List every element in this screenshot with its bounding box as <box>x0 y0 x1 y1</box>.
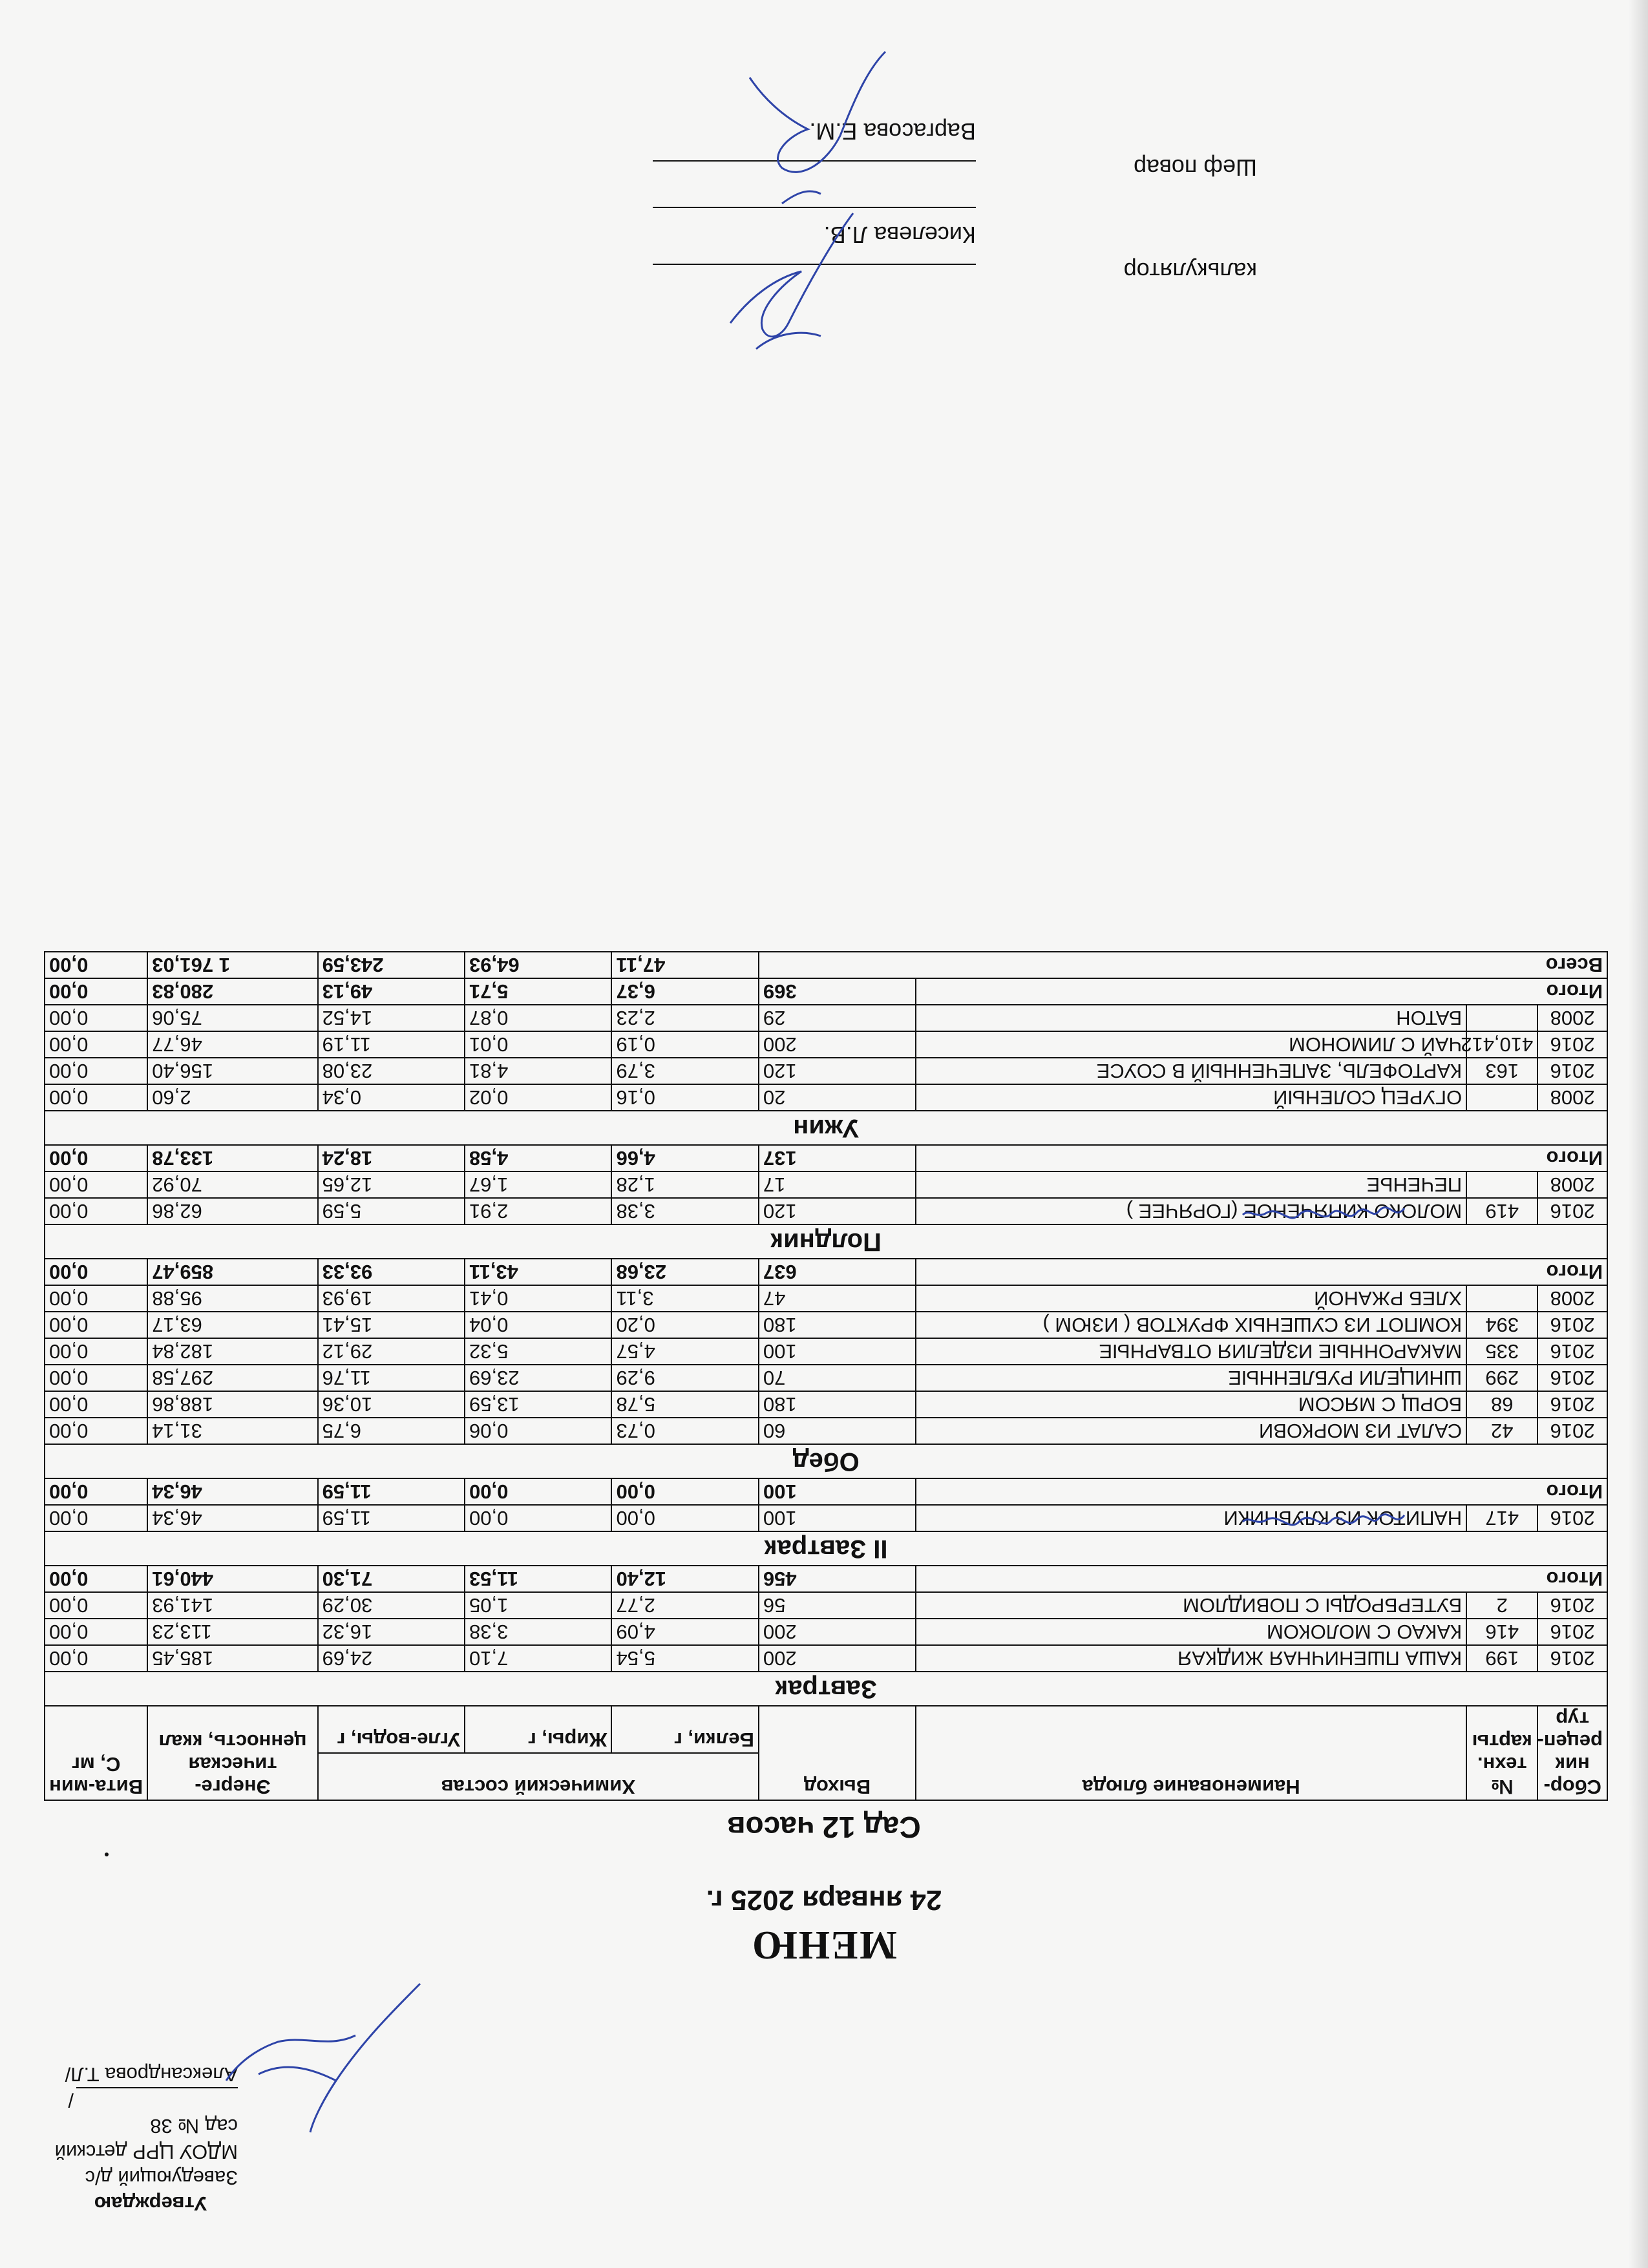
section-row <box>45 1224 1607 1259</box>
total-fat: 11,53 <box>465 1566 611 1592</box>
header-chemical-composition: Химический состав <box>318 1753 759 1800</box>
cell-collection: 2016 <box>1537 1505 1607 1531</box>
cell-carbs: 15,41 <box>318 1312 465 1338</box>
cell-fat: 4,81 <box>465 1058 611 1084</box>
cell-protein: 5,54 <box>611 1645 758 1672</box>
cell-carbs: 12,65 <box>318 1171 465 1198</box>
header-yield: Выход <box>759 1706 916 1800</box>
cell-vitamin-c: 0,00 <box>45 1505 147 1531</box>
header-card-number: № техн. карты <box>1466 1706 1537 1800</box>
cell-carbs: 19,93 <box>318 1285 465 1312</box>
cell-vitamin-c: 0,00 <box>45 1418 147 1444</box>
cell-vitamin-c: 0,00 <box>45 1058 147 1084</box>
cell-protein: 3,79 <box>611 1058 758 1084</box>
cell-dish-name: САЛАТ ИЗ МОРКОВИ <box>916 1418 1466 1444</box>
table-row <box>45 1031 1607 1058</box>
cell-protein: 1,28 <box>611 1171 758 1198</box>
total-protein: 0,00 <box>611 1478 758 1505</box>
cell-protein: 4,09 <box>611 1619 758 1645</box>
cell-yield: 200 <box>759 1645 916 1672</box>
section-title: Обед <box>45 1444 1607 1478</box>
table-row <box>45 1592 1607 1619</box>
cell-yield: 200 <box>759 1619 916 1645</box>
cell-yield: 180 <box>759 1312 916 1338</box>
approval-heading: Утверждаю <box>94 2192 207 2215</box>
cell-vitamin-c: 0,00 <box>45 1285 147 1312</box>
total-yield: 137 <box>759 1145 916 1171</box>
total-row <box>45 1566 1607 1592</box>
total-yield: 456 <box>759 1566 916 1592</box>
cell-vitamin-c: 0,00 <box>45 1084 147 1111</box>
total-energy: 280,83 <box>147 978 317 1005</box>
table-row <box>45 1645 1607 1672</box>
table-row <box>45 1084 1607 1111</box>
menu-date: 24 января 2025 г. <box>706 1884 942 1916</box>
cell-collection: 2016 <box>1537 1391 1607 1418</box>
cell-yield: 100 <box>759 1338 916 1365</box>
cell-carbs: 24,69 <box>318 1645 465 1672</box>
section-title: II Завтрак <box>45 1531 1607 1566</box>
cell-fat: 0,04 <box>465 1312 611 1338</box>
cell-card-number: 416 <box>1466 1619 1537 1645</box>
table-row <box>45 1338 1607 1365</box>
cell-card-number: 199 <box>1466 1645 1537 1672</box>
grand-total-vitamin-c: 0,00 <box>45 952 147 978</box>
header-dish-name: Наименование блюда <box>916 1706 1466 1800</box>
grand-total-energy: 1 761,03 <box>147 952 317 978</box>
handwritten-mark <box>1240 1195 1408 1228</box>
cell-collection: 2016 <box>1537 1312 1607 1338</box>
cell-yield: 17 <box>759 1171 916 1198</box>
cell-dish-name: КАКАО С МОЛОКОМ <box>916 1619 1466 1645</box>
cell-vitamin-c: 0,00 <box>45 1198 147 1224</box>
cell-dish-name: МАКАРОННЫЕ ИЗДЕЛИЯ ОТВАРНЫЕ <box>916 1338 1466 1365</box>
header-fat: Жиры, г <box>465 1706 611 1753</box>
total-protein: 4,66 <box>611 1145 758 1171</box>
cell-fat: 23,69 <box>465 1365 611 1391</box>
cell-dish-name: БАТОН <box>916 1005 1466 1031</box>
cell-yield: 70 <box>759 1365 916 1391</box>
cell-dish-name: ЧАЙ С ЛИМОНОМ <box>916 1031 1466 1058</box>
cell-card-number: 299 <box>1466 1365 1537 1391</box>
calculator-role: калькулятор <box>1123 258 1257 284</box>
total-protein: 23,68 <box>611 1259 758 1285</box>
cell-fat: 3,38 <box>465 1619 611 1645</box>
cell-card-number <box>1466 1171 1537 1198</box>
cell-carbs: 14,52 <box>318 1005 465 1031</box>
cell-vitamin-c: 0,00 <box>45 1338 147 1365</box>
grand-total-label: Всего <box>759 952 1607 978</box>
cell-collection: 2016 <box>1537 1198 1607 1224</box>
cell-energy: 95,88 <box>147 1285 317 1312</box>
cell-yield: 47 <box>759 1285 916 1312</box>
cell-vitamin-c: 0,00 <box>45 1031 147 1058</box>
chef-signature <box>730 39 898 207</box>
cell-protein: 3,11 <box>611 1285 758 1312</box>
cell-protein: 0,73 <box>611 1418 758 1444</box>
cell-card-number: 410,412 <box>1466 1031 1537 1058</box>
cell-protein: 4,57 <box>611 1338 758 1365</box>
cell-energy: 46,34 <box>147 1505 317 1531</box>
handwritten-mark <box>1240 1502 1408 1535</box>
cell-vitamin-c: 0,00 <box>45 1365 147 1391</box>
cell-collection: 2016 <box>1537 1058 1607 1084</box>
approval-organization: МДОУ ЦРР детский сад № 38 <box>54 2115 238 2163</box>
cell-collection: 2016 <box>1537 1338 1607 1365</box>
total-fat: 0,00 <box>465 1478 611 1505</box>
cell-fat: 2,91 <box>465 1198 611 1224</box>
cell-dish-name: ХЛЕБ РЖАНОЙ <box>916 1285 1466 1312</box>
cell-collection: 2016 <box>1537 1365 1607 1391</box>
header-protein: Белки, г <box>611 1706 758 1753</box>
table-row <box>45 1505 1607 1531</box>
cell-energy: 113,23 <box>147 1619 317 1645</box>
cell-dish-name: БОРЩ С МЯСОМ <box>916 1391 1466 1418</box>
total-carbs: 93,33 <box>318 1259 465 1285</box>
chef-name: Варгасова Е.М. <box>809 118 976 145</box>
cell-card-number: 42 <box>1466 1418 1537 1444</box>
cell-card-number <box>1466 1005 1537 1031</box>
approval-name-line <box>31 2061 238 2113</box>
table-row <box>45 1418 1607 1444</box>
cell-carbs: 10,36 <box>318 1391 465 1418</box>
total-energy: 46,34 <box>147 1478 317 1505</box>
table-row <box>45 1365 1607 1391</box>
cell-yield: 56 <box>759 1592 916 1619</box>
cell-vitamin-c: 0,00 <box>45 1312 147 1338</box>
cell-collection: 2016 <box>1537 1645 1607 1672</box>
cell-dish-name: ПЕЧЕНЬЕ <box>916 1171 1466 1198</box>
table-row <box>45 1171 1607 1198</box>
total-yield: 369 <box>759 978 916 1005</box>
approval-block <box>31 2061 238 2216</box>
total-label: Итого <box>916 978 1607 1005</box>
cell-collection: 2008 <box>1537 1084 1607 1111</box>
cell-fat: 1,05 <box>465 1592 611 1619</box>
cell-energy: 75,06 <box>147 1005 317 1031</box>
cell-fat: 5,32 <box>465 1338 611 1365</box>
cell-vitamin-c: 0,00 <box>45 1171 147 1198</box>
cell-yield: 180 <box>759 1391 916 1418</box>
grand-total-fat: 64,93 <box>465 952 611 978</box>
cell-carbs: 23,08 <box>318 1058 465 1084</box>
cell-dish-name: КАРТОФЕЛЬ, ЗАПЕЧЕННЫЙ В СОУСЕ <box>916 1058 1466 1084</box>
cell-protein: 0,16 <box>611 1084 758 1111</box>
cell-collection: 2016 <box>1537 1418 1607 1444</box>
cell-collection: 2008 <box>1537 1285 1607 1312</box>
total-carbs: 49,13 <box>318 978 465 1005</box>
cell-fat: 0,87 <box>465 1005 611 1031</box>
cell-carbs: 30,29 <box>318 1592 465 1619</box>
total-label: Итого <box>916 1145 1607 1171</box>
approval-position: Заведующий д/с <box>85 2167 238 2189</box>
total-fat: 5,71 <box>465 978 611 1005</box>
grand-total-row <box>45 952 1607 978</box>
total-vitamin-c: 0,00 <box>45 1478 147 1505</box>
table-row <box>45 1198 1607 1224</box>
section-title: Полдник <box>45 1224 1607 1259</box>
total-label: Итого <box>916 1566 1607 1592</box>
cell-dish-name: БУТЕРБРОДЫ С ПОВИДЛОМ <box>916 1592 1466 1619</box>
cell-card-number: 163 <box>1466 1058 1537 1084</box>
table-row <box>45 1005 1607 1031</box>
cell-energy: 62,86 <box>147 1198 317 1224</box>
total-vitamin-c: 0,00 <box>45 1145 147 1171</box>
grand-total-carbs: 243,59 <box>318 952 465 978</box>
section-title: Завтрак <box>45 1672 1607 1706</box>
total-energy: 133,78 <box>147 1145 317 1171</box>
total-energy: 859,47 <box>147 1259 317 1285</box>
total-yield: 637 <box>759 1259 916 1285</box>
cell-yield: 100 <box>759 1505 916 1531</box>
menu-table <box>44 951 1608 1801</box>
total-label: Итого <box>916 1478 1607 1505</box>
cell-protein: 0,19 <box>611 1031 758 1058</box>
table-row <box>45 1391 1607 1418</box>
header-carbs: Угле-воды, г <box>318 1706 465 1753</box>
total-yield: 100 <box>759 1478 916 1505</box>
approval-name: /Александрова Т.Л/ <box>65 2063 238 2112</box>
cell-protein: 2,77 <box>611 1592 758 1619</box>
cell-card-number: 394 <box>1466 1312 1537 1338</box>
total-fat: 4,58 <box>465 1145 611 1171</box>
cell-yield: 60 <box>759 1418 916 1444</box>
cell-energy: 185,45 <box>147 1645 317 1672</box>
cell-energy: 182,84 <box>147 1338 317 1365</box>
cell-protein: 5,78 <box>611 1391 758 1418</box>
cell-vitamin-c: 0,00 <box>45 1619 147 1645</box>
calculator-signature <box>711 207 860 362</box>
total-vitamin-c: 0,00 <box>45 1259 147 1285</box>
cell-protein: 3,38 <box>611 1198 758 1224</box>
menu-group: Сад 12 часов <box>727 1811 921 1844</box>
cell-carbs: 11,76 <box>318 1365 465 1391</box>
calculator-name: Киселева Л.В. <box>823 222 976 248</box>
cell-yield: 200 <box>759 1031 916 1058</box>
cell-energy: 46,77 <box>147 1031 317 1058</box>
document-title: МЕНЮ <box>751 1923 897 1967</box>
cell-fat: 0,00 <box>465 1505 611 1531</box>
total-carbs: 11,59 <box>318 1478 465 1505</box>
cell-energy: 141,93 <box>147 1592 317 1619</box>
cell-carbs: 11,59 <box>318 1505 465 1531</box>
chef-role: Шеф повар <box>1134 154 1257 181</box>
header-collection: Сбор-ник рецеп-тур <box>1537 1706 1607 1800</box>
total-energy: 440,61 <box>147 1566 317 1592</box>
cell-collection: 2008 <box>1537 1005 1607 1031</box>
total-protein: 6,37 <box>611 978 758 1005</box>
total-label: Итого <box>916 1259 1607 1285</box>
table-row <box>45 1619 1607 1645</box>
table-row <box>45 1312 1607 1338</box>
cell-dish-name: НАПИТОК ИЗ КЛУБНИКИ <box>916 1505 1466 1531</box>
section-row <box>45 1672 1607 1706</box>
cell-protein: 0,00 <box>611 1505 758 1531</box>
cell-vitamin-c: 0,00 <box>45 1645 147 1672</box>
section-row <box>45 1531 1607 1566</box>
cell-card-number <box>1466 1084 1537 1111</box>
cell-dish-name: ОГУРЕЦ СОЛЕНЫЙ <box>916 1084 1466 1111</box>
cell-carbs: 6,75 <box>318 1418 465 1444</box>
cell-yield: 120 <box>759 1058 916 1084</box>
cell-yield: 29 <box>759 1005 916 1031</box>
section-row <box>45 1111 1607 1145</box>
cell-protein: 2,23 <box>611 1005 758 1031</box>
cell-carbs: 11,19 <box>318 1031 465 1058</box>
cell-collection: 2016 <box>1537 1619 1607 1645</box>
cell-card-number: 335 <box>1466 1338 1537 1365</box>
cell-collection: 2016 <box>1537 1031 1607 1058</box>
stray-dot <box>105 1853 109 1856</box>
grand-total-protein: 47,11 <box>611 952 758 978</box>
cell-protein: 9,29 <box>611 1365 758 1391</box>
cell-dish-name: МОЛОКО КИПЯЧЕНОЕ (ГОРЯЧЕЕ ) <box>916 1198 1466 1224</box>
total-carbs: 71,30 <box>318 1566 465 1592</box>
director-signature <box>213 1971 433 2139</box>
cell-card-number <box>1466 1285 1537 1312</box>
cell-vitamin-c: 0,00 <box>45 1005 147 1031</box>
section-row <box>45 1444 1607 1478</box>
cell-energy: 297,58 <box>147 1365 317 1391</box>
total-row <box>45 978 1607 1005</box>
header-vitamin-c: Вита-мин С, мг <box>45 1706 147 1800</box>
cell-yield: 120 <box>759 1198 916 1224</box>
cell-yield: 20 <box>759 1084 916 1111</box>
cell-vitamin-c: 0,00 <box>45 1391 147 1418</box>
total-row <box>45 1478 1607 1505</box>
cell-dish-name: ШНИЦЕЛИ РУБЛЕННЫЕ <box>916 1365 1466 1391</box>
header-energy: Энерге-тическая ценность, ккал <box>147 1706 317 1800</box>
cell-fat: 0,02 <box>465 1084 611 1111</box>
cell-carbs: 29,12 <box>318 1338 465 1365</box>
cell-dish-name: КОМПОТ ИЗ СУШЕНЫХ ФРУКТОВ ( ИЗЮМ ) <box>916 1312 1466 1338</box>
cell-fat: 1,67 <box>465 1171 611 1198</box>
menu-table-body <box>45 952 1607 1706</box>
total-row <box>45 1145 1607 1171</box>
calculator-signature-block <box>481 207 1257 284</box>
header-row-1 <box>45 1753 1607 1800</box>
cell-card-number: 417 <box>1466 1505 1537 1531</box>
cell-energy: 70,92 <box>147 1171 317 1198</box>
cell-energy: 63,17 <box>147 1312 317 1338</box>
table-row <box>45 1058 1607 1084</box>
total-vitamin-c: 0,00 <box>45 1566 147 1592</box>
cell-collection: 2016 <box>1537 1592 1607 1619</box>
cell-fat: 7,10 <box>465 1645 611 1672</box>
cell-collection: 2008 <box>1537 1171 1607 1198</box>
cell-energy: 156,40 <box>147 1058 317 1084</box>
cell-carbs: 16,32 <box>318 1619 465 1645</box>
cell-card-number: 68 <box>1466 1391 1537 1418</box>
total-fat: 43,11 <box>465 1259 611 1285</box>
total-vitamin-c: 0,00 <box>45 978 147 1005</box>
cell-fat: 0,41 <box>465 1285 611 1312</box>
cell-fat: 13,59 <box>465 1391 611 1418</box>
section-title: Ужин <box>45 1111 1607 1145</box>
cell-carbs: 5,59 <box>318 1198 465 1224</box>
total-protein: 12,40 <box>611 1566 758 1592</box>
cell-card-number: 419 <box>1466 1198 1537 1224</box>
cell-card-number: 2 <box>1466 1592 1537 1619</box>
total-carbs: 18,24 <box>318 1145 465 1171</box>
cell-protein: 0,20 <box>611 1312 758 1338</box>
cell-energy: 31,14 <box>147 1418 317 1444</box>
cell-vitamin-c: 0,00 <box>45 1592 147 1619</box>
cell-energy: 2,60 <box>147 1084 317 1111</box>
cell-energy: 188,86 <box>147 1391 317 1418</box>
cell-fat: 0,06 <box>465 1418 611 1444</box>
total-row <box>45 1259 1607 1285</box>
cell-fat: 0,01 <box>465 1031 611 1058</box>
cell-dish-name: КАША ПШЕНИЧНАЯ ЖИДКАЯ <box>916 1645 1466 1672</box>
table-row <box>45 1285 1607 1312</box>
cell-carbs: 0,34 <box>318 1084 465 1111</box>
